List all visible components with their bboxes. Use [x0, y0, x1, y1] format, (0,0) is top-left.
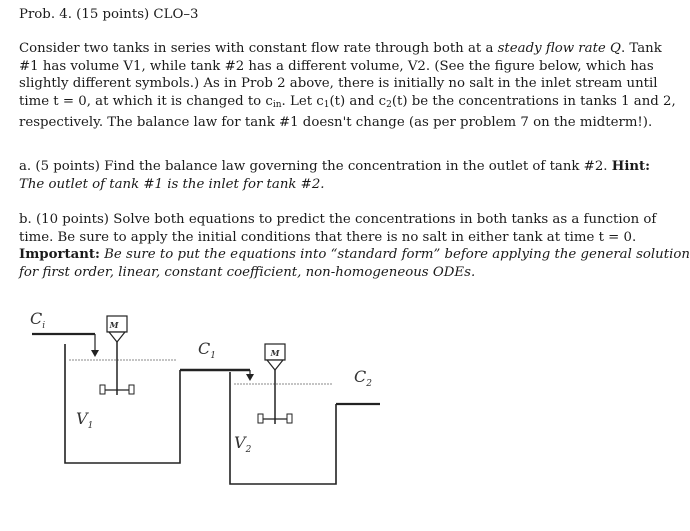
motor-1-label: M [109, 320, 119, 330]
intro-paragraph [19, 40, 676, 132]
inlet-concentration-label: $C_i$ [30, 309, 46, 331]
tank-2 [230, 372, 380, 484]
part-b-paragraph [19, 211, 690, 281]
intro-line-4: time t = 0, at which it is changed to $c_{in}$. Let $c_1(t)$ and $c_2(t)$ be the concentrations in tanks 1 and 2, [19, 93, 676, 110]
intro-line-2: #1 has volume V1, while tank #2 has a different volume, V2. (See the figure below, which has [19, 58, 654, 74]
tank-1-volume-label: $V_1$ [76, 409, 94, 431]
part-b-line-2: time. Be sure to apply the initial conditions that there is no salt in either tank at time t = 0. [19, 229, 637, 245]
problem-title: Prob. 4. (15 points) CLO–3 [19, 7, 199, 22]
two-tank-figure [0, 300, 420, 531]
intro-line-5: respectively. The balance law for tank #1 doesn't change (as per problem 7 on the midterm!). [19, 115, 653, 131]
part-b-line-1: b. (10 points) Solve both equations to predict the concentrations in both tanks as a function of [19, 212, 657, 227]
part-a-line-1: a. (5 points) Find the balance law governing the concentration in the outlet of tank #2. Hint: [19, 159, 651, 174]
tank-1 [65, 344, 180, 463]
tank-2-concentration-label: $C_2$ [354, 367, 372, 389]
motor-2-label: M [270, 348, 280, 358]
tank-2-volume-label: $V_2$ [234, 433, 252, 455]
tank-1-concentration-label: $C_1$ [198, 339, 216, 361]
intro-line-3: slightly different symbols.) As in Prob 2 above, there is initially no salt in the inlet stream until [19, 76, 658, 92]
part-b-line-4: for first order, linear, constant coefficient, non-homogeneous ODEs. [19, 264, 476, 280]
intro-line-1: Consider two tanks in series with constant flow rate through both at a steady flow rate Q. Tank [19, 41, 662, 56]
part-a-paragraph [19, 158, 651, 193]
part-b-line-3: Important: Be sure to put the equations into “standard form” before applying the general solution [19, 247, 690, 263]
part-a-hint: The outlet of tank #1 is the inlet for tank #2. [19, 176, 325, 192]
connecting-pipe [180, 370, 254, 381]
tank-diagram [0, 300, 420, 531]
